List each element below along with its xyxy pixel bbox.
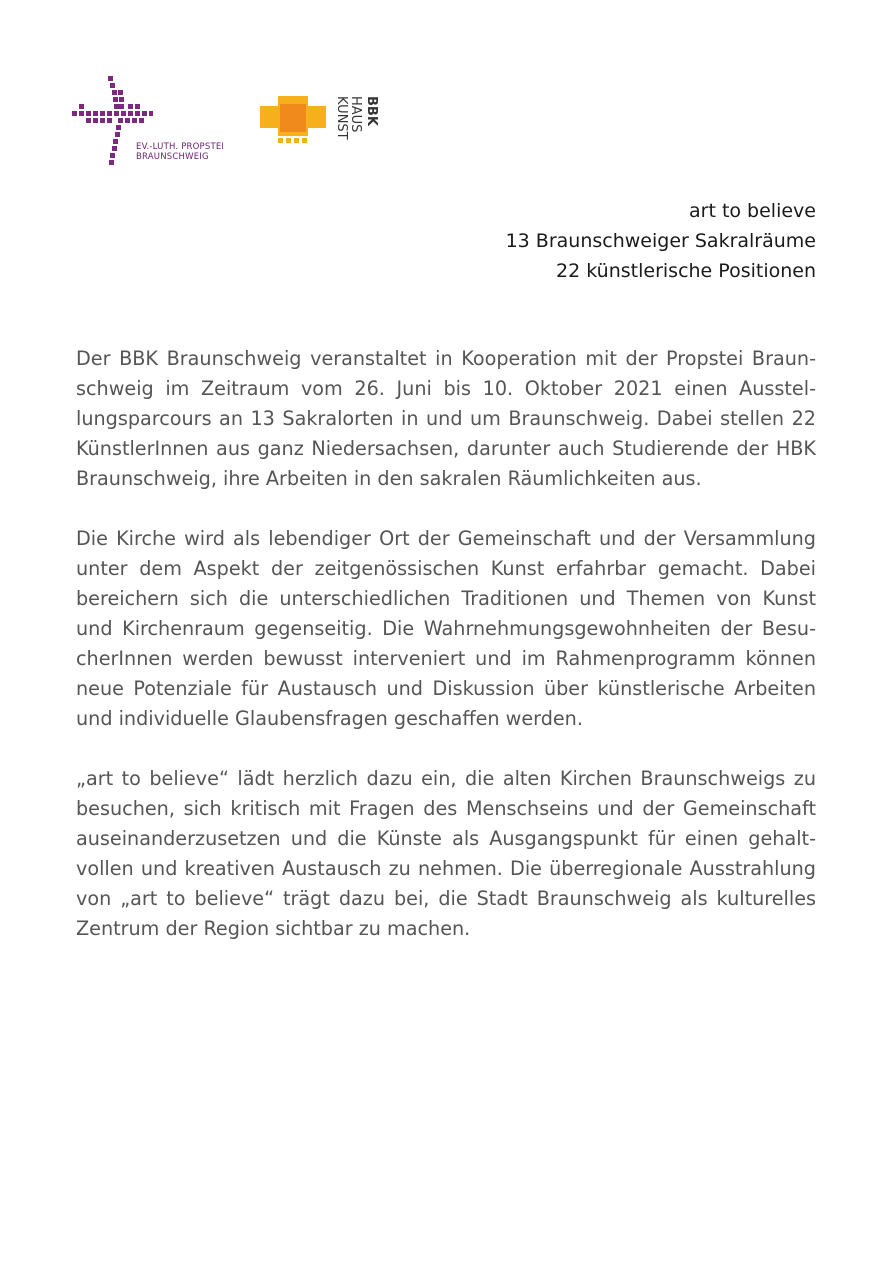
kunsthaus-word-bbk: BBK bbox=[364, 96, 379, 126]
propstei-logo-line2: BRAUNSCHWEIG bbox=[136, 152, 209, 162]
paragraph-2: Die Kirche wird als lebendiger Ort der Gemeinschaft und der Versammlung unter dem Aspekt der zeitgenössischen Kunst erfahrbar gemacht. Dabei bereichern sich die unterschiedlichen Traditionen und Themen von Kunst und Kirchenraum gegenseitig. Die Wahrnehmungsgewohnheiten der BesucherInnen werden bewusst interveniert und im Rahmenprogramm können neue Potenziale für Austausch und Diskussion über künstlerische Arbeiten und individuelle Glaubensfragen geschaffen werden. bbox=[76, 527, 816, 730]
heading-block bbox=[506, 196, 816, 286]
orange-tile-icon bbox=[258, 92, 328, 148]
propstei-logo-line1: EV.-LUTH. PROPSTEI bbox=[136, 142, 225, 152]
body-text bbox=[76, 344, 816, 974]
heading-subtitle-1: 13 Braunschweiger Sakralräume bbox=[505, 230, 816, 252]
kunsthaus-word-haus: HAUS bbox=[348, 96, 363, 133]
heading-title: art to believe bbox=[689, 200, 816, 222]
kunsthaus-word-kunst: KUNST bbox=[334, 96, 349, 140]
heading-subtitle-2: 22 künstlerische Positionen bbox=[556, 260, 816, 282]
propstei-logo bbox=[72, 74, 242, 166]
kunsthaus-wordmark bbox=[334, 96, 394, 156]
paragraph-3: „art to believe“ lädt herzlich dazu ein, die alten Kirchen Braunschweigs zu besuchen, sich kritisch mit Fragen des Menschseins und der Gemeinschaft auseinanderzusetzen und die Künste als Ausgangspunkt für einen gehaltvollen und kreativen Austausch zu nehmen. Die überregionale Ausstrahlung von „art to believe“ trägt dazu bei, die Stadt Braunschweig als kulturelles Zentrum der Region sichtbar zu machen. bbox=[76, 767, 816, 940]
paragraph-1: Der BBK Braunschweig veranstaltet in Kooperation mit der Propstei Braunschweig im Zeitraum vom 26. Juni bis 10. Oktober 2021 einen Ausstellungsparcours an 13 Sakralorten in und um Braunschweig. Dabei stellen 22 KünstlerInnen aus ganz Niedersachsen, darunter auch Studierende der HBK Braunschweig, ihre Arbeiten in den sakralen Räumlichkeiten aus. bbox=[76, 347, 816, 490]
